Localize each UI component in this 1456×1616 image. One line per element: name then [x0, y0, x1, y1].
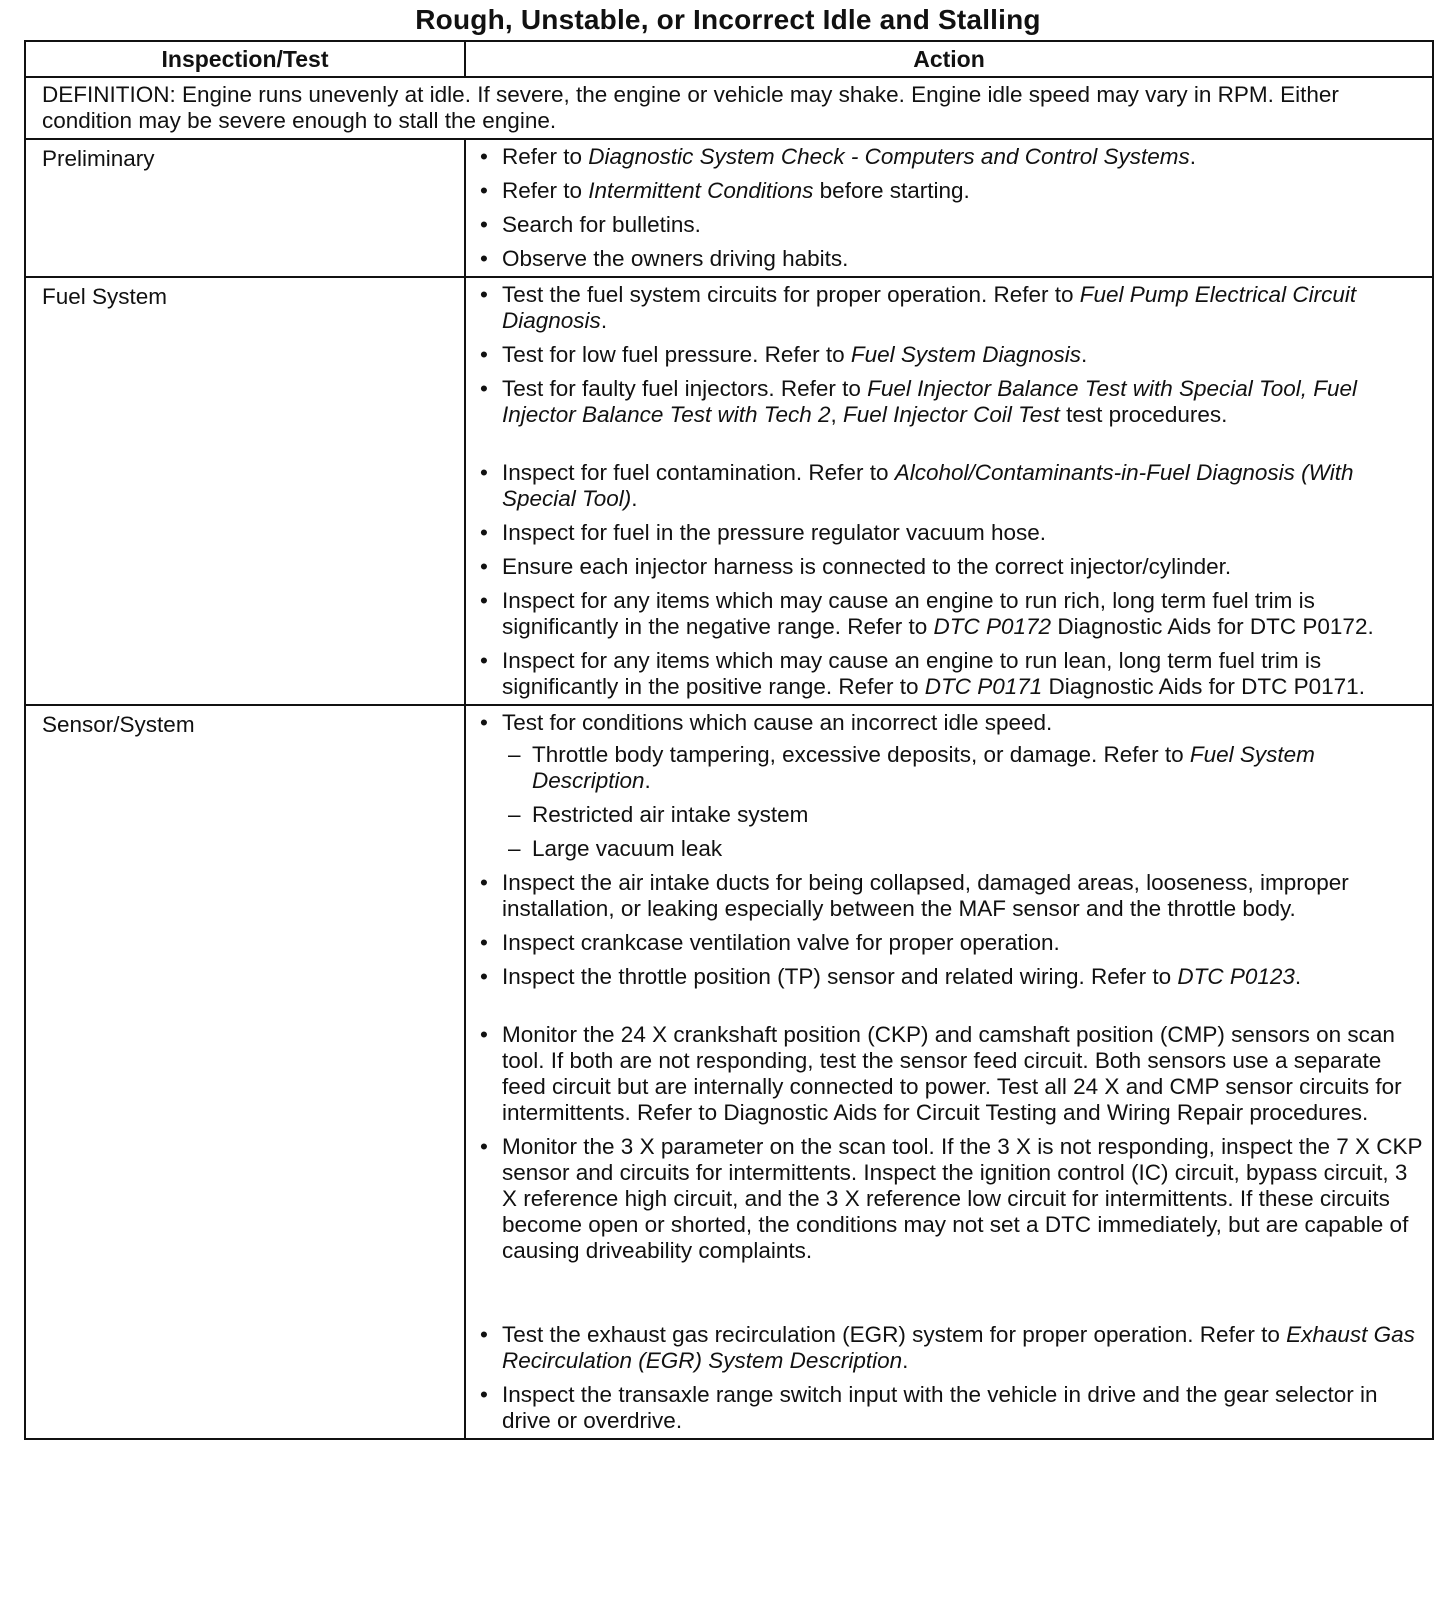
list-item: • Refer to Diagnostic System Check - Computers and Control Systems. [478, 144, 1424, 170]
table-row-preliminary [25, 139, 1433, 277]
action-list [478, 282, 1424, 700]
list-item: • Test for faulty fuel injectors. Refer to Fuel Injector Balance Test with Special Tool, Fuel Injector Balance Test with Tech 2, Fuel Injector Coil Test test procedures. [478, 376, 1424, 428]
category-sensor-system: Sensor/System [25, 705, 465, 1439]
actions-preliminary [465, 139, 1433, 277]
diagnosis-table [24, 40, 1434, 1440]
page-title: Rough, Unstable, or Incorrect Idle and Stalling [415, 4, 1041, 35]
sub-list [502, 742, 1424, 862]
sub-list-item: – Restricted air intake system [502, 802, 1424, 828]
header-action: Action [465, 41, 1433, 77]
table-row-sensor-system [25, 705, 1433, 1439]
list-item: • Refer to Intermittent Conditions before starting. [478, 178, 1424, 204]
list-item: • Inspect for fuel in the pressure regulator vacuum hose. [478, 520, 1424, 546]
list-item: • Observe the owners driving habits. [478, 246, 1424, 272]
category-fuel-system: Fuel System [25, 277, 465, 705]
actions-sensor-system [465, 705, 1433, 1439]
list-item: • Ensure each injector harness is connected to the correct injector/cylinder. [478, 554, 1424, 580]
list-item: • Test for conditions which cause an incorrect idle speed. – Throttle body tampering, excessive deposits, or damage. Refer to Fuel System Description. – Restricted air intake system – Large vacuum leak [478, 710, 1424, 862]
header-inspection-test: Inspection/Test [25, 41, 465, 77]
category-preliminary: Preliminary [25, 139, 465, 277]
list-item: • Search for bulletins. [478, 212, 1424, 238]
list-item: • Inspect the air intake ducts for being collapsed, damaged areas, looseness, improper installation, or leaking especially between the MAF sensor and the throttle body. [478, 870, 1424, 922]
definition-row [25, 77, 1433, 139]
list-item: • Inspect the throttle position (TP) sensor and related wiring. Refer to DTC P0123. [478, 964, 1424, 990]
list-item: • Test for low fuel pressure. Refer to Fuel System Diagnosis. [478, 342, 1424, 368]
list-item: • Inspect for any items which may cause an engine to run rich, long term fuel trim is significantly in the negative range. Refer to DTC P0172 Diagnostic Aids for DTC P0172. [478, 588, 1424, 640]
list-item: • Inspect for fuel contamination. Refer to Alcohol/Contaminants-in-Fuel Diagnosis (With Special Tool). [478, 460, 1424, 512]
actions-fuel-system [465, 277, 1433, 705]
list-item: • Test the fuel system circuits for proper operation. Refer to Fuel Pump Electrical Circuit Diagnosis. [478, 282, 1424, 334]
sub-list-item: – Large vacuum leak [502, 836, 1424, 862]
list-item: • Inspect for any items which may cause an engine to run lean, long term fuel trim is significantly in the positive range. Refer to DTC P0171 Diagnostic Aids for DTC P0171. [478, 648, 1424, 700]
table-header-row [25, 41, 1433, 77]
list-item: • Inspect the transaxle range switch input with the vehicle in drive and the gear selector in drive or overdrive. [478, 1382, 1424, 1434]
table-row-fuel-system [25, 277, 1433, 705]
sub-list-item: – Throttle body tampering, excessive deposits, or damage. Refer to Fuel System Description. [502, 742, 1424, 794]
action-list [478, 144, 1424, 272]
definition-text: DEFINITION: Engine runs unevenly at idle. If severe, the engine or vehicle may shake. Engine idle speed may vary in RPM. Either condition may be severe enough to stall the engine. [25, 77, 1433, 139]
list-item: • Test the exhaust gas recirculation (EGR) system for proper operation. Refer to Exhaust Gas Recirculation (EGR) System Description. [478, 1322, 1424, 1374]
list-item: • Monitor the 3 X parameter on the scan tool. If the 3 X is not responding, inspect the 7 X CKP sensor and circuits for intermittents. Inspect the ignition control (IC) circuit, bypass circuit, 3 X reference high circuit, and the 3 X reference low circuit for intermittents. If these circuits become open or shorted, the conditions may not set a DTC immediately, but are capable of causing driveability complaints. [478, 1134, 1424, 1264]
action-list [478, 710, 1424, 1434]
list-item: • Monitor the 24 X crankshaft position (CKP) and camshaft position (CMP) sensors on scan tool. If both are not responding, test the sensor feed circuit. Both sensors use a separate feed circuit but are internally connected to power. Test all 24 X and CMP sensor circuits for intermittents. Refer to Diagnostic Aids for Circuit Testing and Wiring Repair procedures. [478, 1022, 1424, 1126]
list-item: • Inspect crankcase ventilation valve for proper operation. [478, 930, 1424, 956]
